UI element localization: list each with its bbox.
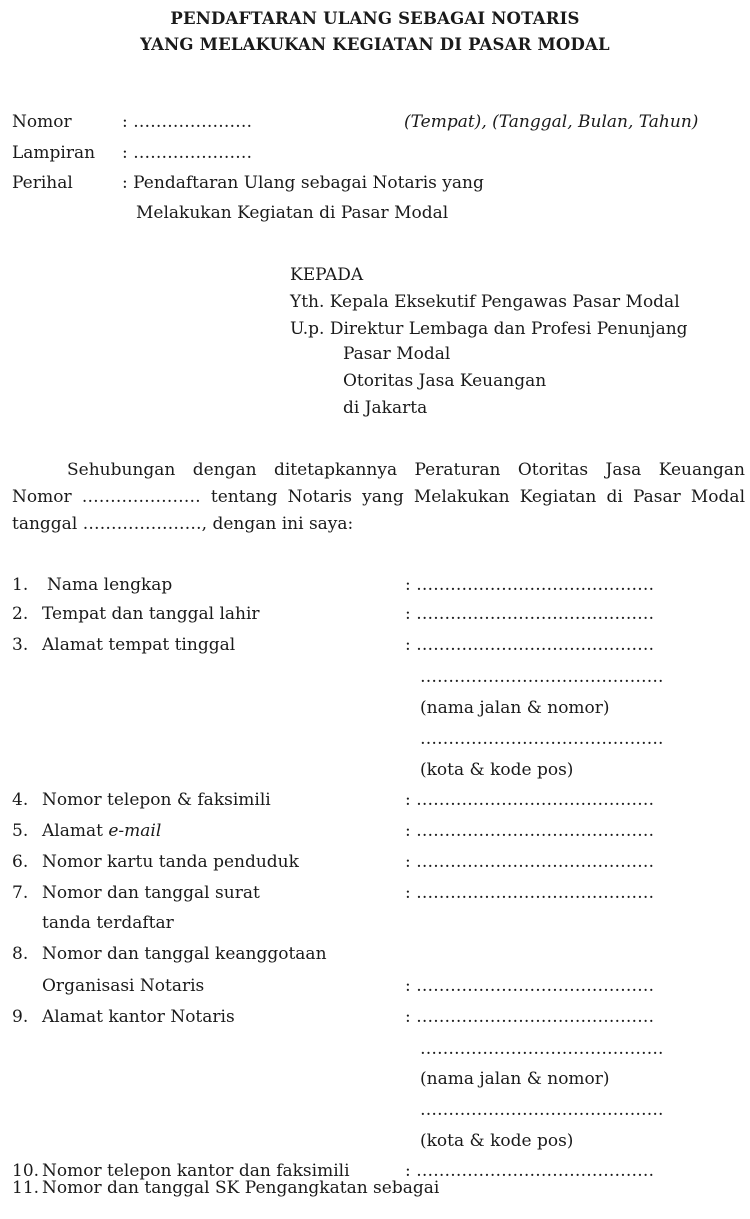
field-number: 7. bbox=[12, 883, 29, 903]
recipient-up: U.p. Direktur Lembaga dan Profesi Penunjang bbox=[290, 319, 688, 339]
field-label-ktp: Nomor kartu tanda penduduk bbox=[42, 852, 299, 872]
recipient-yth: Yth. Kepala Eksekutif Pengawas Pasar Modal bbox=[290, 292, 680, 312]
field-input-kantor-city[interactable]: ……………………………………. bbox=[420, 1100, 664, 1120]
field-label-nama: Nama lengkap bbox=[47, 575, 173, 595]
field-label-surat-2: tanda terdaftar bbox=[42, 913, 174, 933]
intro-line2: Nomor ………………… tentang Notaris yang Melakukan Kegiatan di Pasar Modal bbox=[12, 487, 745, 507]
field-number: 5. bbox=[12, 821, 29, 841]
hint-city: (kota & kode pos) bbox=[420, 1131, 574, 1151]
hint-street: (nama jalan & nomor) bbox=[420, 1069, 610, 1089]
field-number: 10. bbox=[12, 1161, 40, 1181]
intro-paragraph bbox=[12, 457, 745, 538]
perihal-value-line1: : Pendaftaran Ulang sebagai Notaris yang bbox=[122, 173, 484, 193]
hint-city: (kota & kode pos) bbox=[420, 760, 574, 780]
field-label-telepon: Nomor telepon & faksimili bbox=[42, 790, 271, 810]
field-number: 9. bbox=[12, 1007, 29, 1027]
field-label-ttl: Tempat dan tanggal lahir bbox=[42, 604, 260, 624]
field-number: 2. bbox=[12, 604, 29, 624]
place-date: (Tempat), (Tanggal, Bulan, Tahun) bbox=[404, 112, 699, 132]
field-input-kantor-street[interactable]: ……………………………………. bbox=[420, 1039, 664, 1059]
field-input-ttl[interactable]: : …………………………………… bbox=[405, 604, 655, 624]
nomor-label: Nomor bbox=[12, 112, 72, 132]
perihal-value-line2: Melakukan Kegiatan di Pasar Modal bbox=[136, 203, 449, 223]
field-input-email[interactable]: : …………………………………… bbox=[405, 821, 655, 841]
field-number: 1. bbox=[12, 575, 29, 595]
recipient-line5: di Jakarta bbox=[343, 398, 428, 418]
recipient-line3: Pasar Modal bbox=[343, 344, 451, 364]
field-label-alamat: Alamat tempat tinggal bbox=[42, 635, 236, 655]
field-input-telepon[interactable]: : …………………………………… bbox=[405, 790, 655, 810]
field-number: 3. bbox=[12, 635, 29, 655]
field-input-alamat-street[interactable]: ……………………………………. bbox=[420, 667, 664, 687]
field-label-sk: Nomor dan tanggal SK Pengangkatan sebagai bbox=[42, 1178, 440, 1198]
intro-line1: Sehubungan dengan ditetapkannya Peraturan Otoritas Jasa Keuangan bbox=[67, 460, 745, 480]
hint-street: (nama jalan & nomor) bbox=[420, 698, 610, 718]
recipient-line4: Otoritas Jasa Keuangan bbox=[343, 371, 547, 391]
field-input-alamat-city[interactable]: ……………………………………. bbox=[420, 729, 664, 749]
field-label-telepon-kantor: Nomor telepon kantor dan faksimili bbox=[42, 1161, 350, 1181]
field-number: 6. bbox=[12, 852, 29, 872]
lampiran-label: Lampiran bbox=[12, 143, 96, 163]
field-input-ktp[interactable]: : …………………………………… bbox=[405, 852, 655, 872]
field-number: 11. bbox=[12, 1178, 40, 1198]
field-item-11-clipped bbox=[12, 1178, 750, 1200]
field-number: 4. bbox=[12, 790, 29, 810]
field-input-alamat[interactable]: : …………………………………… bbox=[405, 635, 655, 655]
intro-line3: tanggal …………………, dengan ini saya: bbox=[12, 514, 354, 534]
field-label-email-italic: e-mail bbox=[108, 821, 162, 841]
nomor-value: : ………………… bbox=[122, 112, 253, 132]
field-label-email bbox=[42, 821, 161, 841]
field-number: 8. bbox=[12, 944, 29, 964]
document-title-line1: PENDAFTARAN ULANG SEBAGAI NOTARIS bbox=[170, 9, 580, 28]
document-title-line2: YANG MELAKUKAN KEGIATAN DI PASAR MODAL bbox=[140, 35, 610, 54]
field-label-kantor: Alamat kantor Notaris bbox=[42, 1007, 235, 1027]
field-input-telepon-kantor[interactable]: : …………………………………… bbox=[405, 1161, 655, 1181]
field-input-keanggotaan[interactable]: : …………………………………… bbox=[405, 976, 655, 996]
field-label-surat: Nomor dan tanggal surat bbox=[42, 883, 260, 903]
kepada-label: KEPADA bbox=[290, 265, 364, 285]
field-label-keanggotaan-2: Organisasi Notaris bbox=[42, 976, 205, 996]
field-input-nama[interactable]: : …………………………………… bbox=[405, 575, 655, 595]
field-input-surat[interactable]: : …………………………………… bbox=[405, 883, 655, 903]
field-label-email-text: Alamat bbox=[42, 821, 103, 841]
lampiran-value: : ………………… bbox=[122, 143, 253, 163]
perihal-label: Perihal bbox=[12, 173, 73, 193]
field-label-keanggotaan: Nomor dan tanggal keanggotaan bbox=[42, 944, 327, 964]
field-input-kantor[interactable]: : …………………………………… bbox=[405, 1007, 655, 1027]
